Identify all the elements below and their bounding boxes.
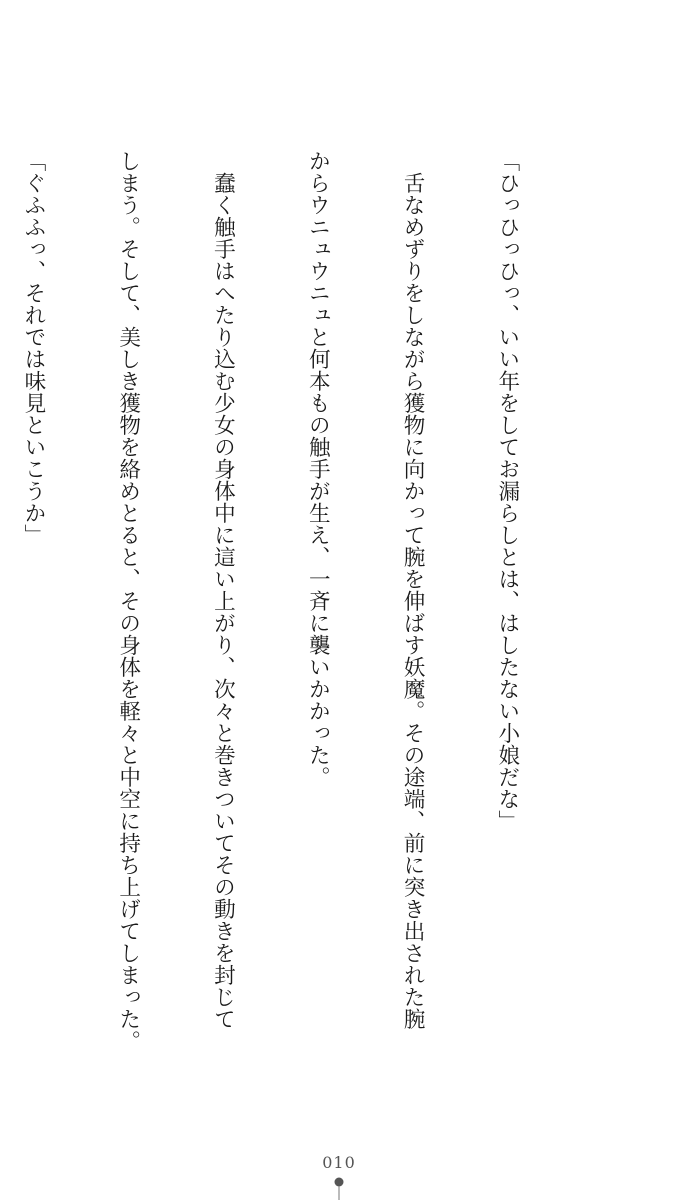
pin-ornament-icon	[333, 1176, 345, 1200]
text-line: からウニュウニュと何本もの触手が生え、一斉に襲いかかった。	[305, 150, 331, 788]
text-line: 「ひっひっひっ、いい年をしてお漏らしとは、はしたない小娘だな」	[494, 150, 520, 832]
text-line: 蠢く触手はへたり込む少女の身体中に這い上がり、次々と巻きついてその動きを封じて	[210, 150, 236, 1030]
text-line: しまう。そして、美しき獲物を絡めとると、その身体を軽々と中空に持ち上げてしまった。	[115, 150, 141, 1052]
text-line: 舌なめずりをしながら獲物に向かって腕を伸ばす妖魔。その途端、前に突き出された腕	[400, 150, 426, 1030]
text-line: 「ぐふふっ、それでは味見といこうか」	[20, 150, 46, 546]
body-text	[0, 150, 586, 1052]
page-number: 010	[322, 1153, 356, 1172]
